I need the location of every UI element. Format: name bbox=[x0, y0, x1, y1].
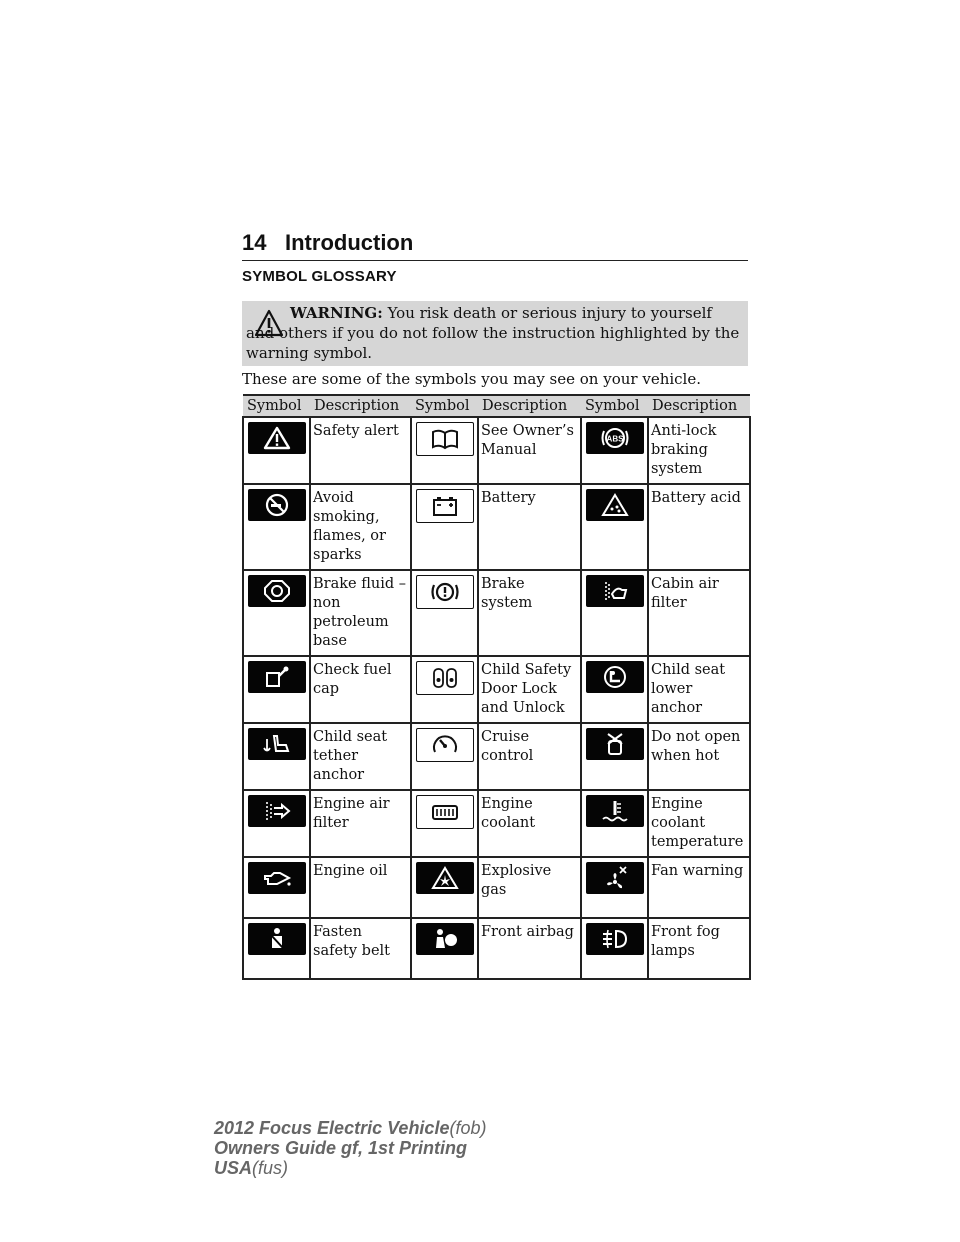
description-cell: Child Safety Door Lock and Unlock bbox=[478, 656, 581, 723]
footer bbox=[214, 1118, 486, 1178]
description-cell: Engine coolant bbox=[478, 790, 581, 857]
column-header: Symbol bbox=[581, 395, 648, 417]
symbol-cell bbox=[411, 417, 478, 484]
description-cell: Brake fluid – non petroleum base bbox=[310, 570, 411, 656]
symbol-cell bbox=[581, 790, 648, 857]
coolant-temperature-icon bbox=[586, 795, 644, 827]
table-row bbox=[243, 656, 750, 723]
table-row bbox=[243, 857, 750, 918]
column-header: Symbol bbox=[411, 395, 478, 417]
description-cell: Front fog lamps bbox=[648, 918, 750, 979]
symbol-cell bbox=[243, 723, 310, 790]
fan-warning-icon bbox=[586, 862, 644, 894]
description-cell: Fasten safety belt bbox=[310, 918, 411, 979]
cabin-air-filter-icon bbox=[586, 575, 644, 607]
description-cell: Engine air filter bbox=[310, 790, 411, 857]
child-seat-tether-icon bbox=[248, 728, 306, 760]
abs-icon bbox=[586, 422, 644, 454]
engine-coolant-icon bbox=[416, 795, 474, 829]
symbol-cell bbox=[581, 723, 648, 790]
symbol-cell bbox=[243, 570, 310, 656]
battery-acid-icon bbox=[586, 489, 644, 521]
description-cell: Fan warning bbox=[648, 857, 750, 918]
footer-market-code: (fus) bbox=[252, 1158, 289, 1178]
table-row bbox=[243, 417, 750, 484]
symbol-glossary-table bbox=[242, 394, 751, 980]
description-cell: Child seat tether anchor bbox=[310, 723, 411, 790]
owners-manual-icon bbox=[416, 422, 474, 456]
symbol-cell bbox=[243, 790, 310, 857]
description-cell: See Owner’s Manual bbox=[478, 417, 581, 484]
column-header: Description bbox=[648, 395, 750, 417]
symbol-cell bbox=[411, 570, 478, 656]
warning-label: WARNING: bbox=[290, 304, 383, 322]
warning-body: You risk death or serious injury to yourself and others if you do not follow the instruction highlighted by the warning symbol. bbox=[246, 304, 740, 362]
page-number: 14 bbox=[242, 230, 267, 255]
symbol-cell bbox=[411, 918, 478, 979]
table-row bbox=[243, 790, 750, 857]
description-cell: Engine oil bbox=[310, 857, 411, 918]
child-safety-lock-icon bbox=[416, 661, 474, 695]
description-cell: Cruise control bbox=[478, 723, 581, 790]
symbol-cell bbox=[243, 918, 310, 979]
front-airbag-icon bbox=[416, 923, 474, 955]
brake-system-icon bbox=[416, 575, 474, 609]
page-header bbox=[242, 230, 748, 261]
table-row bbox=[243, 918, 750, 979]
symbol-cell bbox=[411, 857, 478, 918]
explosive-gas-icon bbox=[416, 862, 474, 894]
do-not-open-hot-icon bbox=[586, 728, 644, 760]
description-cell: Safety alert bbox=[310, 417, 411, 484]
symbol-cell bbox=[411, 790, 478, 857]
section-title: SYMBOL GLOSSARY bbox=[242, 268, 397, 285]
symbol-cell bbox=[581, 857, 648, 918]
warning-box bbox=[242, 301, 748, 366]
symbol-cell bbox=[581, 570, 648, 656]
symbol-cell bbox=[581, 918, 648, 979]
symbol-cell bbox=[581, 484, 648, 570]
symbol-cell bbox=[411, 723, 478, 790]
check-fuel-cap-icon bbox=[248, 661, 306, 693]
symbol-cell bbox=[581, 656, 648, 723]
symbol-cell bbox=[411, 484, 478, 570]
column-header: Description bbox=[310, 395, 411, 417]
table-row bbox=[243, 570, 750, 656]
footer-vehicle: 2012 Focus Electric Vehicle bbox=[214, 1118, 450, 1138]
front-fog-lamps-icon bbox=[586, 923, 644, 955]
column-header: Description bbox=[478, 395, 581, 417]
symbol-cell bbox=[411, 656, 478, 723]
no-smoking-icon bbox=[248, 489, 306, 521]
footer-code: (fob) bbox=[449, 1118, 487, 1138]
description-cell: Child seat lower anchor bbox=[648, 656, 750, 723]
column-header: Symbol bbox=[243, 395, 310, 417]
child-seat-anchor-icon bbox=[586, 661, 644, 693]
symbol-cell bbox=[243, 857, 310, 918]
battery-icon bbox=[416, 489, 474, 523]
description-cell: Battery bbox=[478, 484, 581, 570]
footer-guide: Owners Guide gf, 1st Printing bbox=[214, 1138, 468, 1158]
safety-alert-icon bbox=[248, 422, 306, 454]
description-cell: Cabin air filter bbox=[648, 570, 750, 656]
chapter-title: Introduction bbox=[285, 230, 414, 255]
table-row bbox=[243, 723, 750, 790]
description-cell: Brake system bbox=[478, 570, 581, 656]
footer-market: USA bbox=[214, 1158, 253, 1178]
table-row bbox=[243, 484, 750, 570]
brake-fluid-icon bbox=[248, 575, 306, 607]
description-cell: Front airbag bbox=[478, 918, 581, 979]
symbol-cell bbox=[243, 484, 310, 570]
description-cell: Avoid smoking, flames, or sparks bbox=[310, 484, 411, 570]
svg-text:ABS: ABS bbox=[606, 434, 624, 444]
description-cell: Engine coolant temperature bbox=[648, 790, 750, 857]
intro-text: These are some of the symbols you may see on your vehicle. bbox=[242, 370, 701, 388]
description-cell: Explosive gas bbox=[478, 857, 581, 918]
description-cell: Do not open when hot bbox=[648, 723, 750, 790]
cruise-control-icon bbox=[416, 728, 474, 762]
table-header-row bbox=[243, 395, 750, 417]
engine-oil-icon bbox=[248, 862, 306, 894]
engine-air-filter-icon bbox=[248, 795, 306, 827]
symbol-cell bbox=[243, 417, 310, 484]
symbol-cell bbox=[243, 656, 310, 723]
warning-text bbox=[246, 303, 741, 363]
seat-belt-icon bbox=[248, 923, 306, 955]
description-cell: Battery acid bbox=[648, 484, 750, 570]
description-cell: Check fuel cap bbox=[310, 656, 411, 723]
description-cell: Anti-lock braking system bbox=[648, 417, 750, 484]
symbol-cell bbox=[581, 417, 648, 484]
